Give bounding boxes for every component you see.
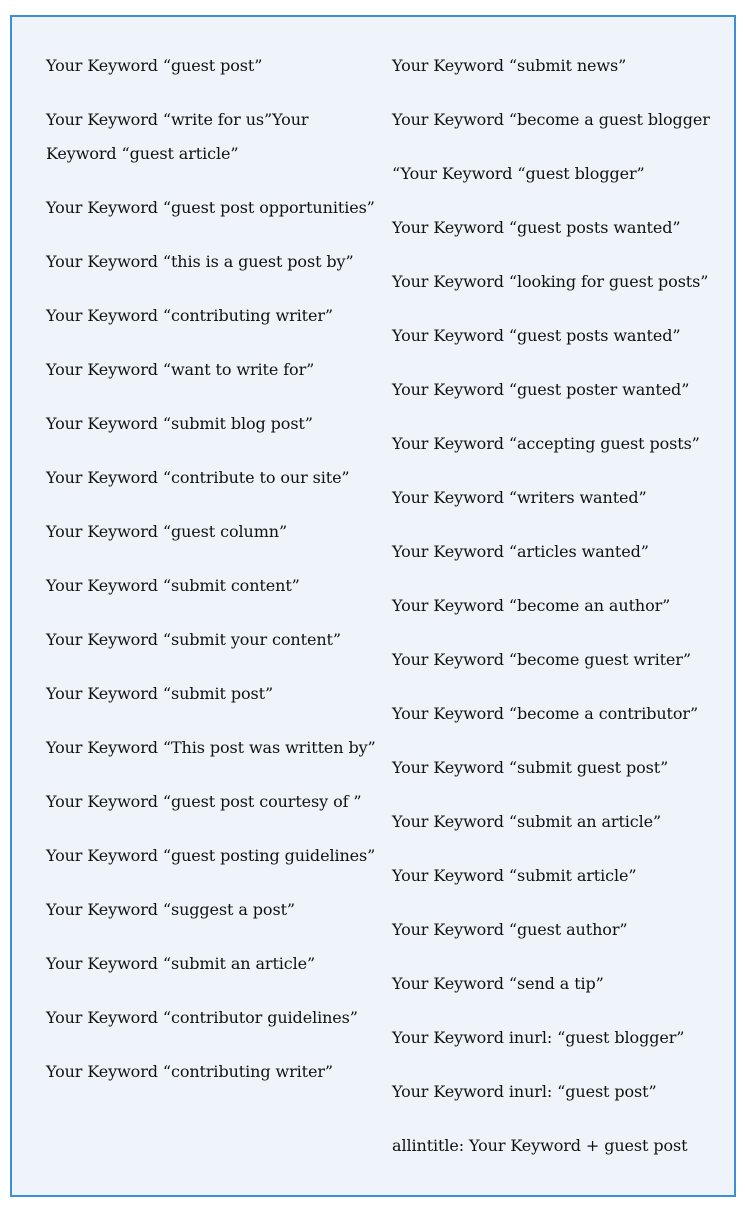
list-item: Your Keyword “want to write for” [46, 360, 315, 379]
list-item: Your Keyword “guest post courtesy of ” [46, 792, 362, 811]
list-item: Your Keyword “submit your content” [46, 630, 341, 649]
list-item: Your Keyword “submit post” [46, 684, 274, 703]
list-item: Your Keyword “guest posts wanted” [392, 218, 681, 237]
list-item: Your Keyword “guest posts wanted” [392, 326, 681, 345]
list-item: Your Keyword “send a tip” [392, 974, 604, 993]
list-item: Your Keyword “this is a guest post by” [46, 252, 354, 271]
list-item: Your Keyword “become guest writer” [392, 650, 691, 669]
list-item: Your Keyword “submit article” [392, 866, 637, 885]
list-item: Your Keyword “become an author” [392, 596, 671, 615]
list-item: Your Keyword “contributing writer” [46, 1062, 333, 1081]
list-item: Your Keyword “guest poster wanted” [392, 380, 690, 399]
list-item: Your Keyword “This post was written by” [46, 738, 376, 757]
list-item: Your Keyword “guest post” [46, 56, 263, 75]
list-item: Your Keyword “guest author” [392, 920, 628, 939]
list-item: Your Keyword “contributing writer” [46, 306, 333, 325]
list-item: Your Keyword “submit blog post” [46, 414, 313, 433]
list-item: Your Keyword “guest post opportunities” [46, 198, 375, 217]
list-item: Your Keyword “contributor guidelines” [46, 1008, 358, 1027]
list-item: Your Keyword inurl: “guest post” [392, 1082, 657, 1101]
list-item: Your Keyword “writers wanted” [392, 488, 647, 507]
list-item: Your Keyword “submit guest post” [392, 758, 669, 777]
list-item: Your Keyword “looking for guest posts” [392, 272, 709, 291]
list-item: Your Keyword “suggest a post” [46, 900, 295, 919]
list-item: Your Keyword “articles wanted” [392, 542, 649, 561]
list-item: Your Keyword inurl: “guest blogger” [392, 1028, 685, 1047]
list-item: Your Keyword “submit an article” [46, 954, 316, 973]
search-operators-panel [10, 15, 736, 1197]
list-item: allintitle: Your Keyword + guest post [392, 1136, 688, 1155]
list-item: Your Keyword “become a guest blogger [392, 110, 710, 129]
list-item: Your Keyword “guest column” [46, 522, 288, 541]
list-item: Your Keyword “guest posting guidelines” [46, 846, 376, 865]
list-item: “Your Keyword “guest blogger” [392, 164, 645, 183]
list-item: Your Keyword “become a contributor” [392, 704, 699, 723]
left-keyword-list [46, 49, 376, 1109]
list-item: Your Keyword “contribute to our site” [46, 468, 350, 487]
list-item: Your Keyword “submit news” [392, 56, 627, 75]
list-item: Your Keyword “accepting guest posts” [392, 434, 700, 453]
list-item: Your Keyword “submit content” [46, 576, 300, 595]
list-item: Your Keyword “submit an article” [392, 812, 662, 831]
list-item: Your Keyword “write for us”Your Keyword “guest article” [46, 110, 309, 163]
right-keyword-list [392, 49, 722, 1183]
